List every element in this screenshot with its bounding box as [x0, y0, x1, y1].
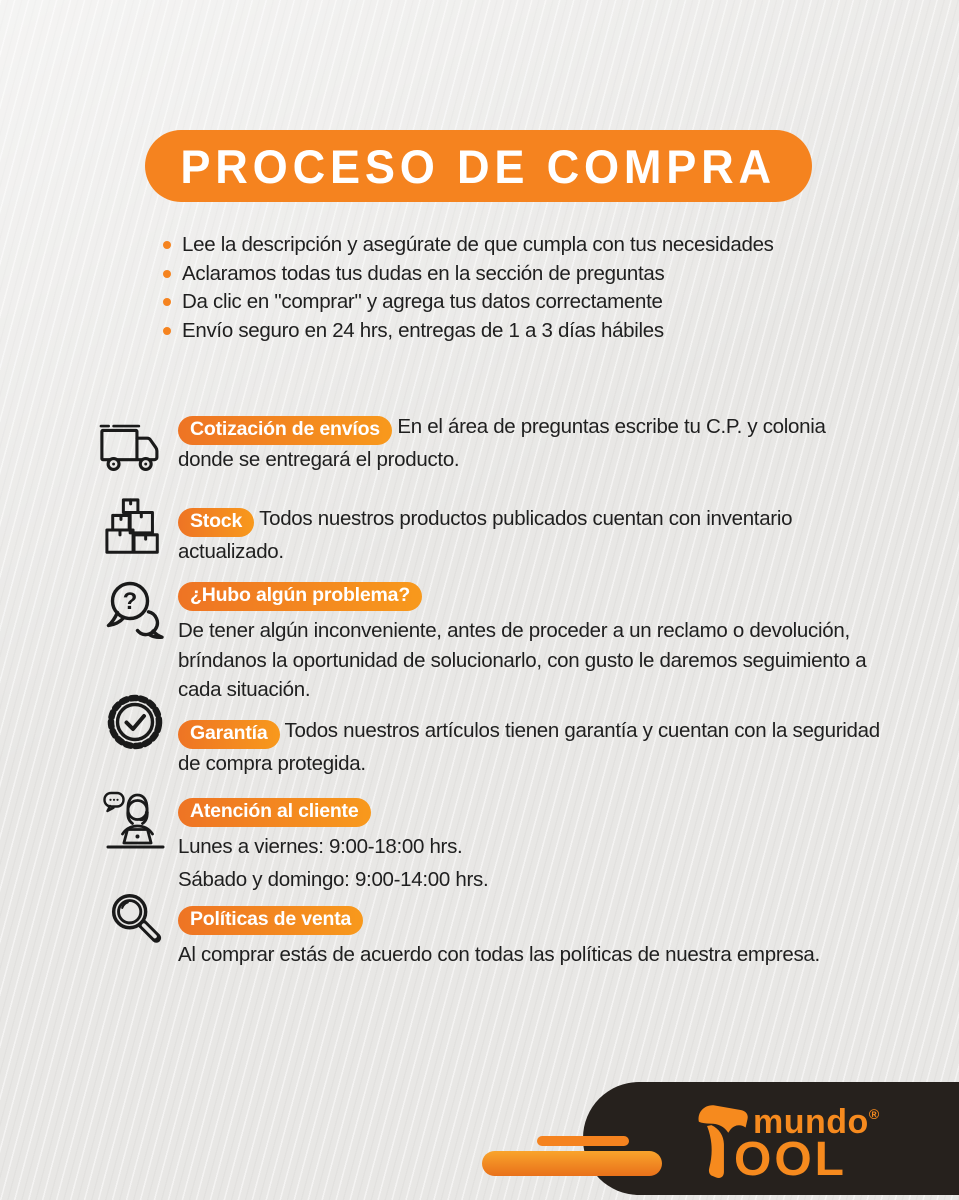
section-warranty	[92, 688, 892, 779]
section-problem	[92, 578, 892, 705]
brand-logo-plate	[583, 1082, 959, 1195]
warranty-label-badge: Garantía	[178, 720, 280, 749]
support-label-badge: Atención al cliente	[178, 798, 371, 827]
section-policies	[92, 884, 892, 970]
speed-line-thick	[482, 1151, 662, 1176]
policies-text: Al comprar estás de acuerdo con todas las políticas de nuestra empresa.	[178, 943, 820, 966]
list-item	[163, 260, 893, 289]
shipping-text: En el área de preguntas escribe tu C.P. y colonia donde se entregará el producto.	[178, 415, 826, 471]
bullet-dot-icon	[163, 270, 171, 278]
question-glyph: ?	[122, 588, 138, 615]
step-text: Da clic en "comprar" y agrega tus datos correctamente	[182, 290, 663, 313]
registered-mark: ®	[868, 1106, 880, 1122]
brand-name-bottom: OOL	[734, 1133, 847, 1186]
warranty-text: Todos nuestros artículos tienen garantía y cuentan con la seguridad de compra protegida.	[178, 719, 880, 775]
warranty-paragraph	[178, 716, 884, 779]
purchase-steps-list	[163, 231, 893, 345]
speed-line-thin	[537, 1136, 629, 1146]
delivery-truck-icon	[92, 418, 178, 476]
list-item	[163, 231, 893, 260]
support-hours-weekend: Sábado y domingo: 9:00-14:00 hrs.	[178, 867, 489, 891]
bullet-dot-icon	[163, 327, 171, 335]
section-stock	[92, 496, 892, 567]
list-item	[163, 288, 893, 317]
stock-text: Todos nuestros productos publicados cuentan con inventario actualizado.	[178, 507, 793, 563]
bullet-dot-icon	[163, 241, 171, 249]
customer-support-icon	[92, 788, 178, 858]
header-pill	[145, 130, 812, 202]
stock-label-badge: Stock	[178, 508, 254, 537]
section-shipping	[92, 412, 892, 475]
bullet-dot-icon	[163, 298, 171, 306]
section-support	[92, 788, 892, 894]
list-item	[163, 317, 893, 346]
stacked-boxes-icon	[92, 496, 178, 562]
question-bubbles-icon	[92, 578, 178, 644]
support-hours-weekdays: Lunes a viernes: 9:00-18:00 hrs.	[178, 835, 463, 858]
step-text: Aclaramos todas tus dudas en la sección de preguntas	[182, 261, 665, 285]
page-title: PROCESO DE COMPRA	[180, 139, 777, 193]
shipping-paragraph	[178, 412, 884, 475]
brand-name-top: mundo®	[753, 1103, 880, 1141]
search-magnifier-icon	[92, 886, 178, 952]
problem-text: De tener algún inconveniente, antes de proceder a un reclamo o devolución, bríndanos la oportunidad de solucionarlo, con gusto le daremos seguimiento a cada situación.	[178, 619, 867, 701]
stock-paragraph	[178, 504, 884, 567]
step-text: Envío seguro en 24 hrs, entregas de 1 a 3 días hábiles	[182, 318, 664, 342]
step-text: Lee la descripción y asegúrate de que cumpla con tus necesidades	[182, 233, 774, 256]
problem-label-badge: ¿Hubo algún problema?	[178, 582, 422, 611]
policies-label-badge: Políticas de venta	[178, 906, 363, 935]
warranty-badge-icon	[92, 688, 178, 756]
shipping-label-badge: Cotización de envíos	[178, 416, 392, 445]
